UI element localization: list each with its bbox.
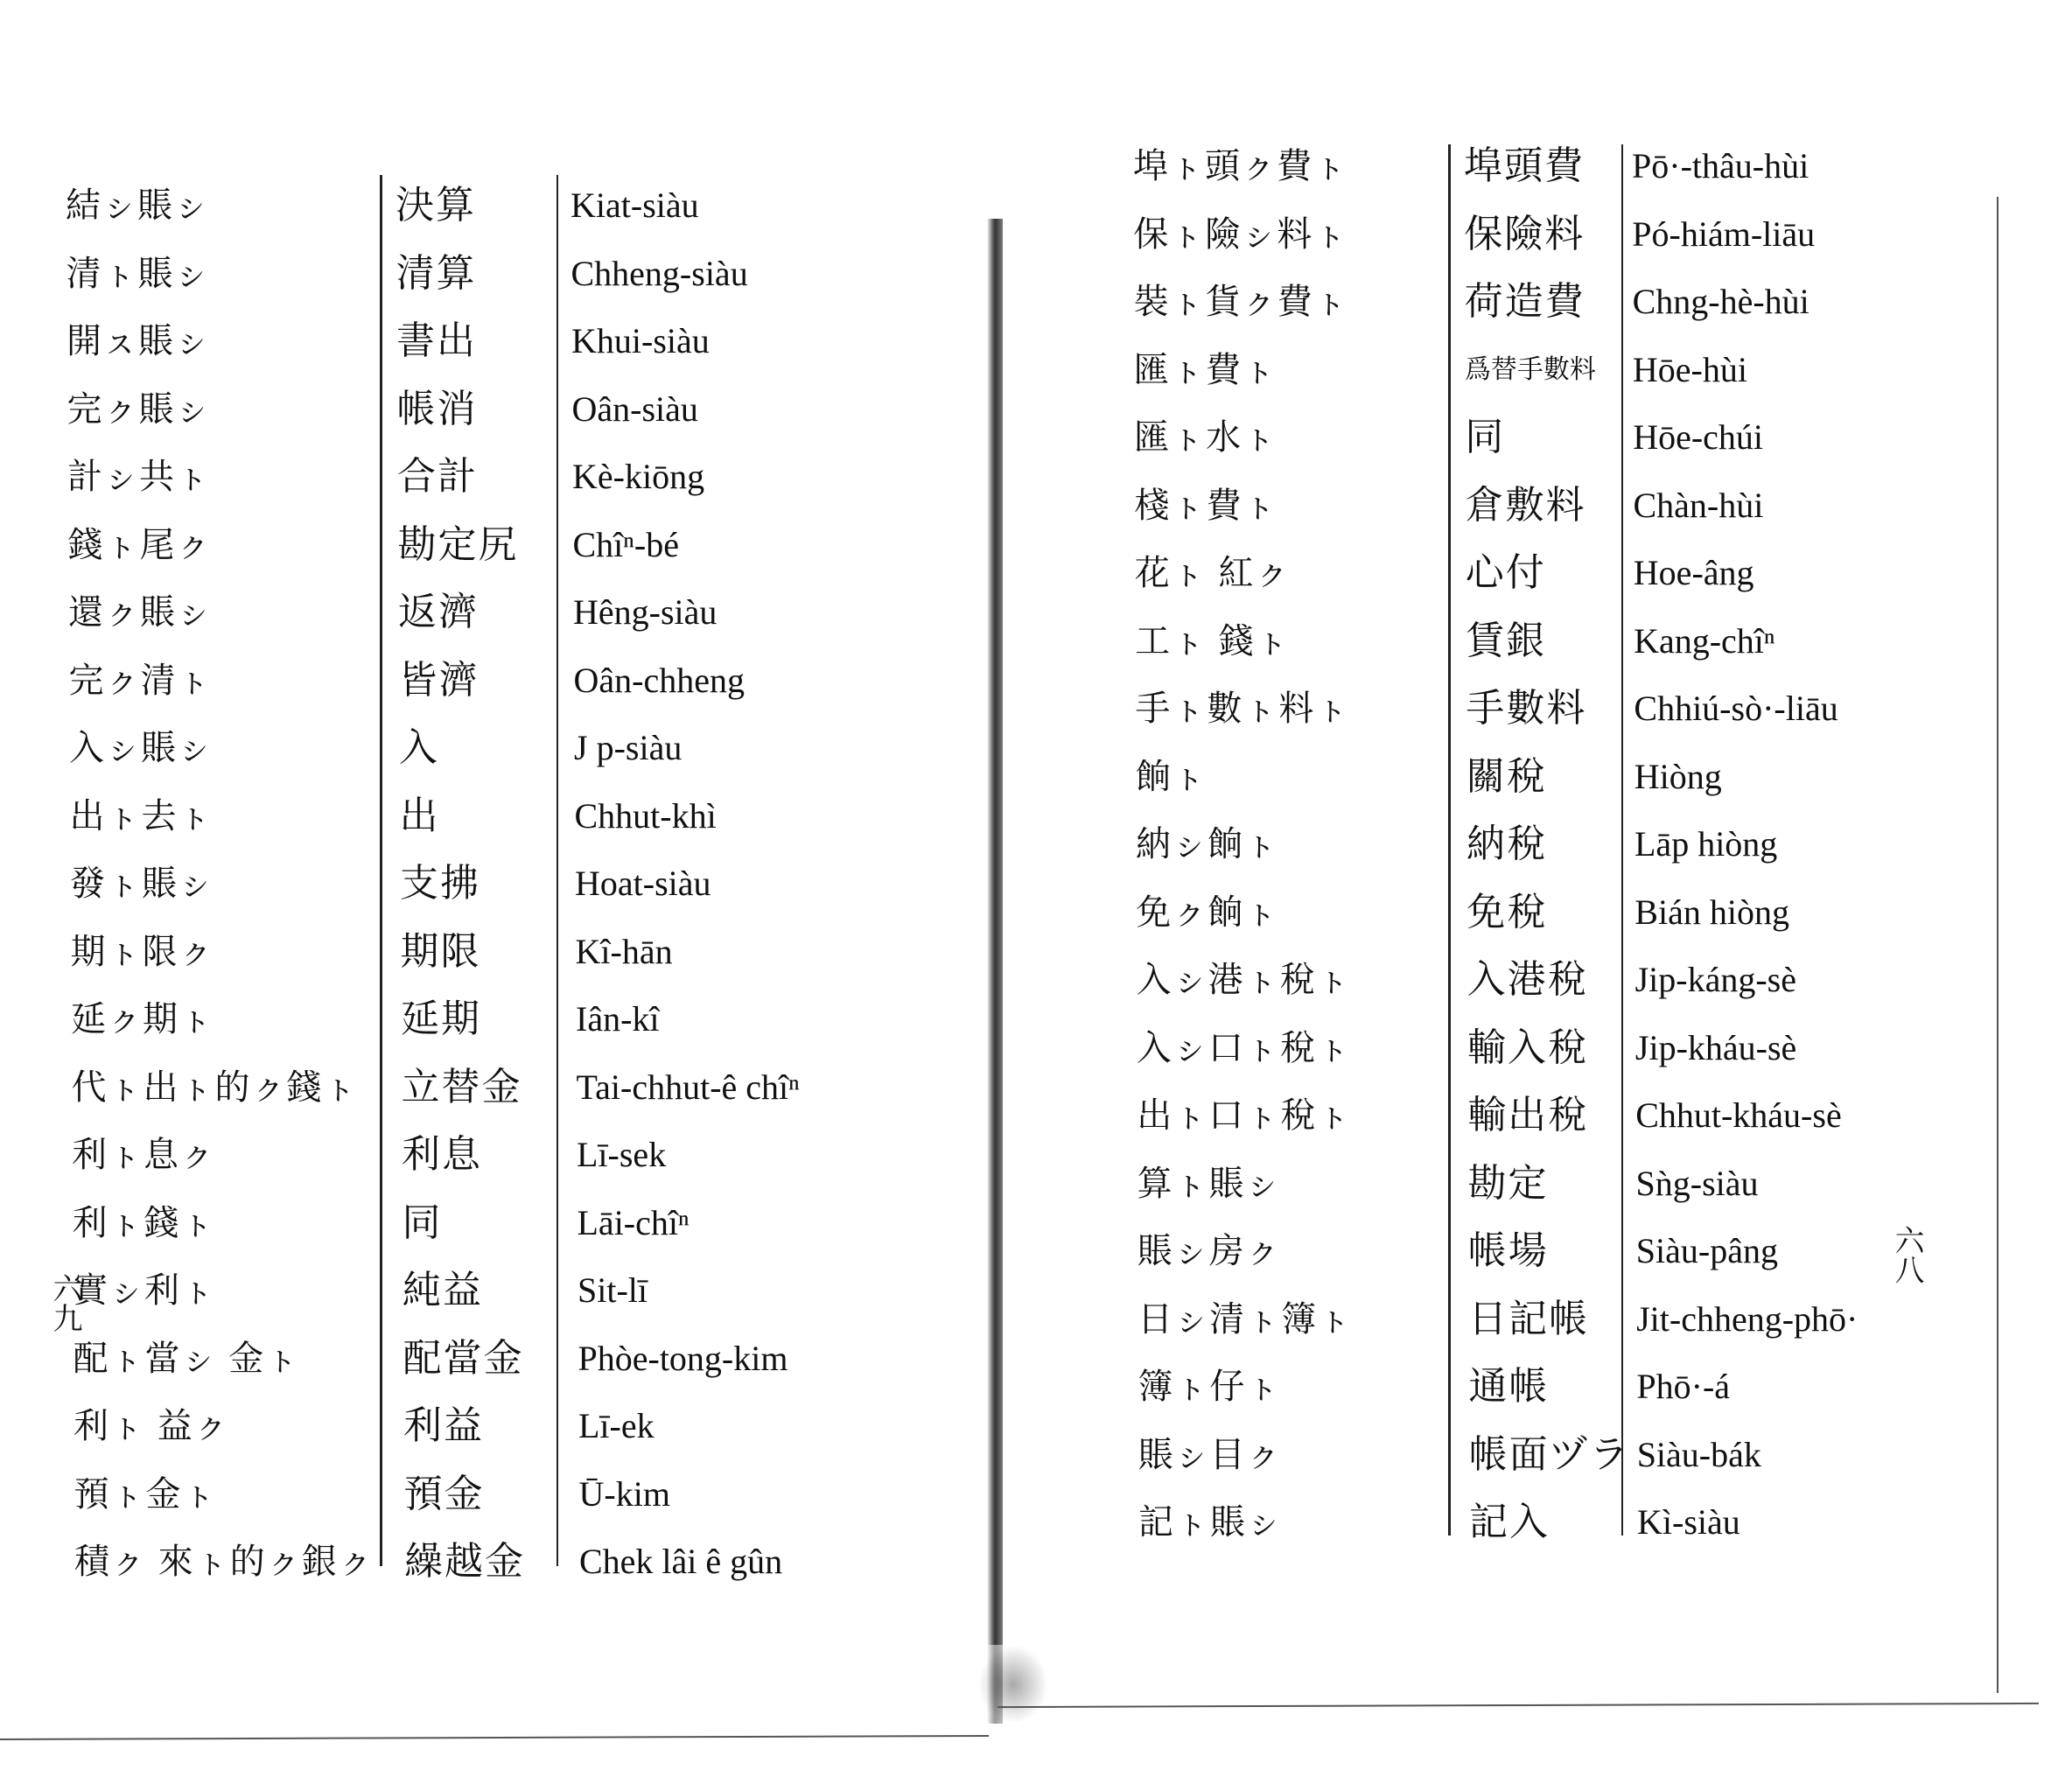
japanese-term: 記入	[1469, 1500, 1550, 1544]
taiwanese-term: 賬ㇱ目ㇰ	[1138, 1434, 1282, 1475]
japanese-term: 帳場	[1467, 1228, 1549, 1273]
entry-row	[5, 926, 998, 978]
romanization: Ū-kim	[578, 1473, 670, 1514]
romanization: Iân-kî	[576, 999, 660, 1039]
entry-row	[9, 1468, 1002, 1521]
page-number: 六九	[47, 1273, 82, 1333]
taiwanese-term: 完ㇰ賬ㇱ	[66, 388, 211, 430]
romanization: Hoe-âng	[1633, 553, 1754, 592]
japanese-term: 入	[399, 725, 439, 770]
taiwanese-term: 利ㇳ 益ㇰ	[74, 1406, 229, 1446]
romanization: Phō·-á	[1636, 1367, 1731, 1406]
entry-row	[2, 383, 995, 436]
romanization: Kè-kiōng	[572, 457, 705, 496]
japanese-term: 帳消	[396, 386, 478, 431]
japanese-term: 荷造費	[1464, 279, 1586, 324]
japanese-term: 利息	[402, 1132, 482, 1177]
entry-row	[997, 1089, 2072, 1142]
taiwanese-term: 出ㇳ口ㇳ稅ㇳ	[1137, 1095, 1353, 1136]
romanization: J p-siàu	[574, 728, 682, 767]
taiwanese-term: 延ㇰ期ㇳ	[71, 999, 214, 1039]
entry-row	[998, 1429, 2072, 1481]
romanization: Kang-chîⁿ	[1634, 620, 1775, 661]
romanization: Jip-kháu-sè	[1634, 1027, 1797, 1067]
taiwanese-term: 期ㇳ限ㇰ	[70, 931, 214, 972]
romanization: Oân-siàu	[571, 388, 698, 429]
japanese-term: 立替金	[401, 1064, 522, 1109]
entry-row	[994, 411, 2072, 464]
japanese-term: 決算	[396, 183, 476, 227]
romanization: Chîⁿ-bé	[572, 524, 679, 564]
japanese-term: 延期	[401, 997, 481, 1041]
japanese-term: 倉敷料	[1465, 482, 1586, 528]
taiwanese-term: 算ㇳ賬ㇱ	[1137, 1163, 1281, 1204]
japanese-term: 保險料	[1464, 211, 1586, 256]
taiwanese-term: 棧ㇳ費ㇳ	[1134, 485, 1278, 526]
taiwanese-term: 花ㇳ 紅ㇰ	[1134, 553, 1291, 593]
romanization: Hōe-hùi	[1632, 349, 1747, 389]
entry-row	[997, 954, 2072, 1006]
entry-row	[4, 790, 998, 843]
entry-row	[1, 248, 994, 300]
romanization: Hoat-siàu	[575, 864, 711, 903]
romanization: Chek lâi ê gûn	[579, 1542, 783, 1581]
taiwanese-term: 匯ㇳ水ㇳ	[1134, 417, 1278, 458]
japanese-term: 日記帳	[1468, 1296, 1590, 1341]
entry-row	[9, 1536, 1002, 1588]
romanization: Pó-hiám-liāu	[1632, 213, 1816, 254]
japanese-term: 同	[1465, 415, 1506, 459]
japanese-term: 書出	[396, 318, 477, 363]
romanization: Kî-hān	[575, 931, 673, 971]
taiwanese-term: 出ㇳ去ㇳ	[69, 795, 214, 836]
romanization: Phòe-tong-kim	[578, 1338, 788, 1378]
romanization: Jip-káng-sè	[1634, 960, 1796, 999]
romanization: Oân-chheng	[573, 660, 745, 700]
romanization: Tai-chhut-ê chîⁿ	[576, 1067, 800, 1107]
japanese-term: 支拂	[400, 861, 480, 906]
entry-row	[993, 208, 2072, 261]
entry-row	[993, 140, 2072, 192]
japanese-term: 免稅	[1466, 889, 1548, 934]
romanization: Kiat-siàu	[570, 185, 699, 225]
entry-row	[3, 519, 996, 571]
romanization: Jit-chheng-phō·	[1636, 1298, 1858, 1339]
japanese-term: 勘定尻	[397, 521, 519, 567]
japanese-term: 勘定	[1467, 1160, 1549, 1206]
entry-row	[5, 993, 998, 1046]
taiwanese-term: 還ㇰ賬ㇱ	[68, 592, 212, 633]
taiwanese-term: 埠ㇳ頭ㇰ費ㇳ	[1133, 146, 1348, 186]
taiwanese-term: 結ㇱ賬ㇱ	[66, 185, 209, 226]
entry-row	[8, 1333, 1001, 1385]
japanese-term: 入港稅	[1466, 957, 1588, 1002]
romanization: Chàn-hùi	[1633, 485, 1764, 525]
romanization: Hiòng	[1634, 756, 1722, 796]
japanese-term: 輸入稅	[1466, 1025, 1588, 1070]
entry-row	[8, 1400, 1001, 1452]
entry-row	[998, 1361, 2072, 1413]
taiwanese-term: 利ㇳ錢ㇳ	[72, 1202, 216, 1243]
romanization: Lī-ek	[578, 1406, 654, 1445]
japanese-term: 埠頭費	[1464, 143, 1585, 188]
romanization: Lāi-chîⁿ	[577, 1202, 690, 1242]
taiwanese-term: 開ㇲ賬ㇱ	[66, 321, 210, 361]
romanization: Chhiú-sò·-liāu	[1634, 689, 1838, 728]
entry-row	[996, 818, 2072, 871]
taiwanese-term: 錢ㇳ尾ㇰ	[67, 524, 212, 565]
romanization: Bián hiòng	[1634, 892, 1789, 932]
entry-row	[998, 1158, 2072, 1210]
taiwanese-term: 簿ㇳ仔ㇳ	[1138, 1367, 1282, 1407]
entry-row	[994, 344, 2072, 396]
japanese-term: 關稅	[1466, 753, 1547, 799]
taiwanese-term: 利ㇳ息ㇰ	[72, 1135, 215, 1175]
entry-row	[997, 1022, 2072, 1074]
japanese-term: 配當金	[402, 1335, 524, 1381]
entry-row	[4, 722, 997, 774]
japanese-term: 純益	[402, 1268, 483, 1312]
romanization: Sit-lī	[578, 1270, 648, 1310]
entry-row	[995, 479, 2072, 532]
entry-row	[996, 886, 2072, 939]
entry-row	[4, 654, 997, 707]
japanese-term: 利益	[403, 1403, 484, 1448]
japanese-term: 輸出稅	[1467, 1093, 1589, 1137]
romanization: Siàu-pâng	[1635, 1231, 1778, 1270]
taiwanese-term: 日ㇱ清ㇳ簿ㇳ	[1138, 1298, 1354, 1340]
romanization: Khui-siàu	[571, 321, 710, 360]
romanization: Pō·-thâu-hùi	[1632, 146, 1810, 185]
japanese-term: 爲替手數料	[1464, 353, 1596, 385]
japanese-term: 手數料	[1466, 686, 1587, 731]
taiwanese-term: 入ㇱ口ㇳ稅ㇳ	[1136, 1027, 1352, 1068]
japanese-term: 帳面ヅラ	[1468, 1431, 1630, 1477]
taiwanese-term: 積ㇰ 來ㇳ的ㇰ銀ㇰ	[74, 1542, 374, 1582]
japanese-term: 返濟	[398, 590, 479, 634]
entry-row	[3, 586, 996, 639]
romanization: Chhut-khì	[574, 795, 717, 836]
japanese-term: 賃銀	[1466, 618, 1547, 663]
right-page	[993, 0, 2072, 1741]
japanese-term: 期限	[400, 928, 481, 974]
taiwanese-term: 記ㇳ賬ㇱ	[1138, 1502, 1282, 1543]
entry-row	[995, 615, 2072, 668]
taiwanese-term: 餉ㇳ	[1135, 756, 1208, 797]
taiwanese-term: 工ㇳ 錢ㇳ	[1135, 620, 1291, 661]
romanization: Sǹg-siàu	[1635, 1163, 1759, 1203]
romanization: Hōe-chúi	[1633, 417, 1764, 457]
taiwanese-term: 實ㇱ利ㇳ	[73, 1270, 216, 1311]
japanese-term: 皆濟	[398, 657, 480, 703]
entry-row	[6, 1129, 999, 1181]
taiwanese-term: 預ㇳ金ㇳ	[74, 1473, 218, 1515]
entry-row	[995, 547, 2072, 599]
taiwanese-term: 裝ㇳ貨ㇰ費ㇳ	[1133, 282, 1349, 322]
romanization: Chheng-siàu	[570, 253, 748, 293]
romanization: Siàu-bák	[1636, 1434, 1761, 1474]
romanization: Chng-hè-hùi	[1632, 282, 1810, 321]
romanization: Hêng-siàu	[573, 592, 718, 632]
taiwanese-term: 入ㇱ港ㇳ稅ㇳ	[1136, 960, 1352, 1000]
taiwanese-term: 保ㇳ險ㇱ料ㇳ	[1133, 213, 1349, 255]
entry-row	[2, 451, 995, 503]
taiwanese-term: 發ㇳ賬ㇱ	[70, 864, 214, 904]
japanese-term: 清算	[396, 250, 477, 296]
page-number: 六八	[1889, 1225, 1924, 1284]
taiwanese-term: 代ㇳ出ㇳ的ㇰ錢ㇳ	[71, 1067, 359, 1108]
japanese-term: 心付	[1465, 550, 1546, 595]
taiwanese-term: 配ㇳ當ㇱ 金ㇳ	[73, 1338, 301, 1379]
taiwanese-term: 清ㇳ賬ㇱ	[66, 253, 210, 294]
romanization: Lī-sek	[577, 1135, 667, 1174]
romanization: Chhut-kháu-sè	[1635, 1095, 1842, 1135]
japanese-term: 繰越金	[404, 1539, 525, 1584]
entry-row	[1, 315, 994, 367]
japanese-term: 出	[399, 793, 440, 838]
entry-row	[0, 179, 993, 232]
entry-row	[4, 857, 998, 910]
japanese-term: 預金	[403, 1471, 485, 1516]
taiwanese-term: 計ㇱ共ㇳ	[67, 457, 211, 497]
japanese-term: 合計	[397, 454, 478, 499]
entry-row	[994, 276, 2072, 328]
left-page	[0, 0, 993, 1741]
romanization: Lāp hiòng	[1634, 824, 1778, 864]
taiwanese-term: 納ㇱ餉ㇳ	[1136, 824, 1279, 864]
japanese-term: 納稅	[1466, 822, 1547, 866]
romanization: Kì-siàu	[1637, 1502, 1740, 1542]
taiwanese-term: 賬ㇱ房ㇰ	[1137, 1231, 1281, 1271]
entry-row	[998, 1293, 2072, 1346]
taiwanese-term: 匯ㇳ費ㇳ	[1133, 349, 1278, 390]
taiwanese-term: 手ㇳ數ㇳ料ㇳ	[1135, 689, 1351, 729]
entry-row	[998, 1496, 2072, 1549]
entry-row	[7, 1197, 1000, 1249]
entry-row	[6, 1061, 999, 1114]
taiwanese-term: 入ㇱ賬ㇱ	[69, 728, 213, 768]
entry-row	[7, 1264, 1000, 1317]
japanese-term: 通帳	[1468, 1364, 1550, 1409]
entry-row	[995, 682, 2072, 735]
taiwanese-term: 免ㇰ餉ㇳ	[1136, 892, 1280, 933]
entry-row	[996, 751, 2072, 803]
japanese-term: 同	[402, 1200, 443, 1245]
taiwanese-term: 完ㇰ清ㇳ	[68, 660, 213, 701]
